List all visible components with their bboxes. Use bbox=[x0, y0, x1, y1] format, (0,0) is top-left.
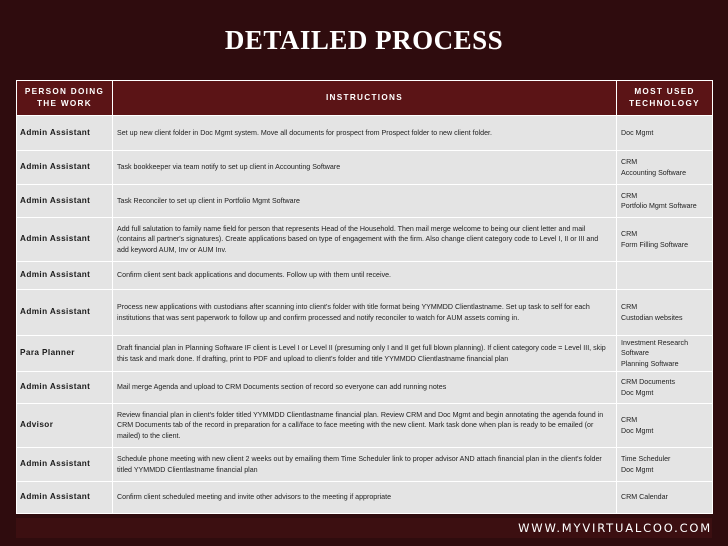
technology-cell bbox=[617, 372, 713, 404]
header-instructions: INSTRUCTIONS bbox=[113, 81, 617, 116]
technology-cell bbox=[617, 448, 713, 482]
table-row bbox=[17, 262, 713, 290]
table-row bbox=[17, 290, 713, 336]
technology-item: Form Filling Software bbox=[621, 240, 689, 249]
technology-cell bbox=[617, 262, 713, 290]
table-row bbox=[17, 482, 713, 514]
person-cell: Admin Assistant bbox=[17, 262, 113, 290]
technology-item: CRM bbox=[621, 158, 638, 167]
instruction-cell: Review financial plan in client's folder titled YYMMDD Clientlastname financial plan. Review CRM and Doc Mgmt and begin annotating the agenda found in CRM Documents tab of the record in preparation for a call/face to face meeting with the new client. Mark task done when plan is ready to be emailed (or mailed) to the client. bbox=[113, 404, 617, 448]
person-cell: Admin Assistant bbox=[17, 482, 113, 514]
technology-item: CRM bbox=[621, 230, 638, 239]
footer-url: WWW.MYVIRTUALCOO.COM bbox=[518, 521, 712, 535]
instruction-cell: Process new applications with custodians after scanning into client's folder with title format being YYMMDD Clientlastname. Set up task to self for each institutions that was sent paperwork to follow up and confirm processed and notify reconciler to watch for AUM assets coming in. bbox=[113, 290, 617, 336]
table-header-row bbox=[17, 81, 713, 116]
instruction-cell: Draft financial plan in Planning Software IF client is Level I or Level II (presuming only I and II get full blown planning). If client category code = Level III, skip this task and mark done. If drafting, print to PDF and upload to client's folder and title YYMMDD Clientlastname financial plan bbox=[113, 336, 617, 372]
technology-cell bbox=[617, 404, 713, 448]
technology-cell bbox=[617, 218, 713, 262]
technology-cell bbox=[617, 290, 713, 336]
instruction-cell: Confirm client sent back applications and documents. Follow up with them until receive. bbox=[113, 262, 617, 290]
person-cell: Admin Assistant bbox=[17, 290, 113, 336]
process-table bbox=[16, 80, 713, 514]
instruction-cell: Confirm client scheduled meeting and invite other advisors to the meeting if appropriate bbox=[113, 482, 617, 514]
person-cell: Advisor bbox=[17, 404, 113, 448]
technology-item: CRM bbox=[621, 303, 638, 312]
technology-item: CRM bbox=[621, 191, 638, 200]
person-cell: Admin Assistant bbox=[17, 151, 113, 185]
header-person: PERSON DOING THE WORK bbox=[17, 81, 113, 116]
instruction-cell: Schedule phone meeting with new client 2 weeks out by emailing them Time Scheduler link to proper advisor AND attach financial plan in the client's folder titled YYMMDD Clientlastname financial plan bbox=[113, 448, 617, 482]
technology-item: CRM bbox=[621, 416, 638, 425]
instruction-cell: Mail merge Agenda and upload to CRM Documents section of record so everyone can add running notes bbox=[113, 372, 617, 404]
person-cell: Para Planner bbox=[17, 336, 113, 372]
technology-item: Portfolio Mgmt Software bbox=[621, 202, 697, 210]
table-row bbox=[17, 151, 713, 185]
table-row bbox=[17, 185, 713, 218]
technology-item: Time Scheduler bbox=[621, 455, 671, 464]
technology-cell bbox=[617, 185, 713, 218]
table-row bbox=[17, 336, 713, 372]
person-cell: Admin Assistant bbox=[17, 116, 113, 151]
technology-cell bbox=[617, 336, 713, 372]
technology-cell bbox=[617, 482, 713, 514]
technology-item: Doc Mgmt bbox=[621, 128, 654, 137]
technology-item: CRM Documents bbox=[621, 378, 676, 387]
person-cell: Admin Assistant bbox=[17, 185, 113, 218]
slide-title: DETAILED PROCESS bbox=[224, 25, 504, 55]
instruction-cell: Task Reconciler to set up client in Portfolio Mgmt Software bbox=[113, 185, 617, 218]
instruction-cell: Add full salutation to family name field for person that represents Head of the Household. Then mail merge welcome to being our client letter and mail (contains all partner's signatures). Create applications based on type of engagement with the firm. Also change client category code to Level I, II or III and add keyword AUM, Inv or AUM Inv. bbox=[113, 218, 617, 262]
person-cell: Admin Assistant bbox=[17, 372, 113, 404]
technology-item: Planning Software bbox=[621, 359, 679, 368]
technology-item: Doc Mgmt bbox=[621, 465, 654, 474]
technology-item: Investment Research Software bbox=[621, 339, 689, 358]
person-cell: Admin Assistant bbox=[17, 448, 113, 482]
table-row bbox=[17, 372, 713, 404]
technology-item: Doc Mgmt bbox=[621, 388, 654, 397]
table-row bbox=[17, 218, 713, 262]
technology-item: CRM Calendar bbox=[621, 493, 668, 502]
instruction-cell: Set up new client folder in Doc Mgmt system. Move all documents for prospect from Prospect folder to new client folder. bbox=[113, 116, 617, 151]
technology-item: Doc Mgmt bbox=[621, 426, 654, 435]
table-row bbox=[17, 404, 713, 448]
table-row bbox=[17, 448, 713, 482]
technology-cell bbox=[617, 151, 713, 185]
instruction-cell: Task bookkeeper via team notify to set up client in Accounting Software bbox=[113, 151, 617, 185]
header-technology: MOST USED TECHNOLOGY bbox=[617, 81, 713, 116]
technology-item: Custodian websites bbox=[621, 313, 683, 322]
technology-cell bbox=[617, 116, 713, 151]
person-cell: Admin Assistant bbox=[17, 218, 113, 262]
table-row bbox=[17, 116, 713, 151]
technology-item: Accounting Software bbox=[621, 168, 687, 177]
